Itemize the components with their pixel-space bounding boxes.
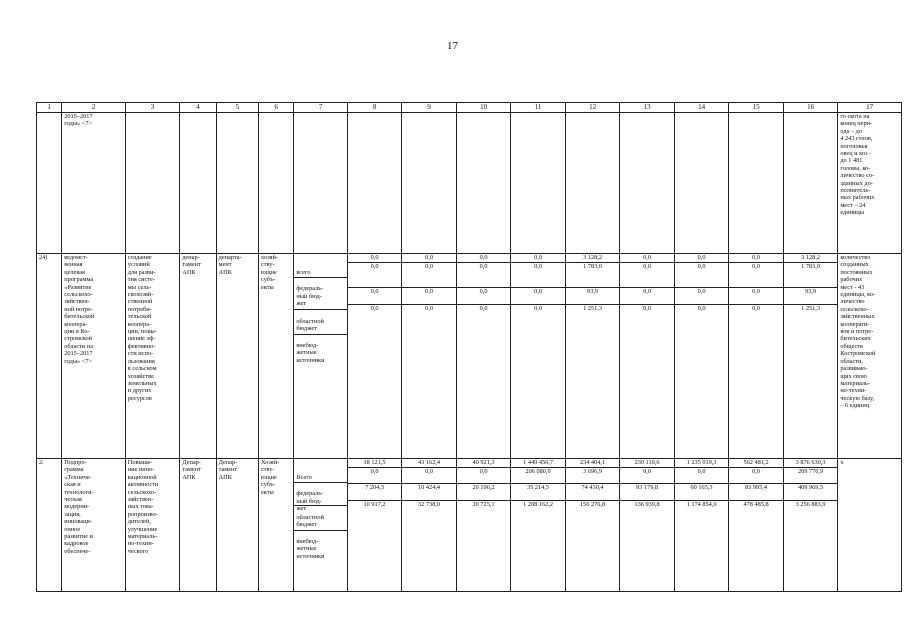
indicator-text: го скота на конец пери- ода – до 4 243 голов, поголовья овец и коз - до 1 481 головы, ко- личество со- зданных до- полнитель- ных рабочих мест – 24 единицы [838,113,902,254]
header-cell: 16 [783,103,838,113]
header-cell: 1 [37,103,62,113]
participants: Хозяй- ству- ющие субъ- екты [259,459,294,592]
year-values: 0,0 0,0 0,0 0,0 [620,254,675,459]
year-values: 1 235 019,3 0,0 60 165,3 1 174 854,0 [674,459,729,592]
program-name: ведомст- венная целевая программа «Развитие сельскохо- зяйствен- ной потре- бительской коопера- ции в Ко- стромской области на 2015–2017 годы» <7> [62,254,126,459]
total-values: 3 876 630,3 209 776,9 409 969,5 3 256 883,9 [783,459,838,592]
source-total: Всего [294,474,346,483]
header-cell: 2 [62,103,126,113]
participants: хозяй- ству- ющие субъ- екты [259,254,294,459]
year-values: 0,0 0,0 0,0 0,0 [674,254,729,459]
header-cell: 3 [125,103,180,113]
source-federal: федераль- ный бюд- жет [294,285,346,310]
header-cell: 14 [674,103,729,113]
row-number: 2. [37,459,62,592]
responsible-executor: Депар- тамент АПК [180,459,216,592]
subprogram-goal: Повыше- ние инно- вационной активности сельскохо- зяйствен- ных това- ропроизво- дителей, улучшение материаль- но-техни- ческого [125,459,180,592]
program-name: 2015–2017 годы» <7> [62,113,126,254]
header-cell: 6 [259,103,294,113]
table-row-2 [37,459,902,592]
table-row-24 [37,254,902,459]
header-cell: 7 [294,103,347,113]
program-table [36,102,902,592]
program-goal: создание условий для разви- тия систе- мы сель- скохозяй- ственной потреби- тельской коопера- ции, повы- шение эф- фективно- сти испо- льзования в сельском хозяйстве земельных и других ресурсов [125,254,180,459]
year-values: 40 921,3 0,0 20 196,2 20 725,1 [456,459,511,592]
header-cell: 15 [729,103,784,113]
year-values: 1 449 456,7 206 080,0 35 214,5 1 208 162,2 [511,459,566,592]
year-values: 0,0 0,0 0,0 0,0 [456,254,511,459]
header-cell: 4 [180,103,216,113]
header-cell: 13 [620,103,675,113]
header-cell: 5 [216,103,258,113]
header-cell: 10 [456,103,511,113]
funding-sources [294,459,347,592]
header-cell: 9 [402,103,457,113]
source-total: всего [294,269,346,278]
indicator-text: x [838,459,902,592]
year-values: 0,0 0,0 0,0 0,0 [402,254,457,459]
page-number: 17 [447,40,458,52]
co-executor: департа- мент АПК [216,254,258,459]
source-extrabudget: внебюд- жетные источники [296,538,325,560]
year-values: 43 162,4 0,0 10 424,4 32 738,0 [402,459,457,592]
row-number: 24) [37,254,62,459]
year-values: 18 121,5 0,0 7 204,3 10 917,2 [347,459,402,592]
funding-sources [294,254,347,459]
header-cell: 8 [347,103,402,113]
year-values: 230 119,6 0,0 93 179,8 136 939,8 [620,459,675,592]
header-cell: 12 [565,103,620,113]
source-federal: федераль- ный бюд- жет [294,490,346,506]
source-regional: областной бюджет [294,514,346,531]
year-values: 0,0 0,0 0,0 0,0 [729,254,784,459]
co-executor: Депар- тамент АПК [216,459,258,592]
year-values: 0,0 0,0 0,0 0,0 [511,254,566,459]
responsible-executor: депар- тамент АПК [180,254,216,459]
indicator-text: количество созданных постоянных рабочих мест - 43 единицы, ко- личество сельскохо- зяйственных кооперати- вов и потре- бительских обществ Костромской области, развиваю- щих свою материаль- но-техни- ческую базу, – 6 единиц [838,254,902,459]
year-values: 3 128,2 1 783,0 93,9 1 251,3 [565,254,620,459]
year-values: 234 404,1 3 696,9 74 430,4 156 276,8 [565,459,620,592]
year-values: 562 481,2 0,0 83 995,4 478 485,8 [729,459,784,592]
source-extrabudget: внебюд- жетные источники [296,342,325,364]
header-cell: 11 [511,103,566,113]
total-values: 3 128,2 1 783,0 93,9 1 251,3 [783,254,838,459]
subprogram-name: Подпро- грамма «Техниче- ская и технологи- ческая модерни- зация, инноваци- онное развитие и кадровое обеспече- [62,459,126,592]
table-row-continuation [37,113,902,254]
header-row [37,103,902,113]
source-regional: областной бюджет [294,318,346,335]
year-values: 0,0 0,0 0,0 0,0 [347,254,402,459]
header-cell: 17 [838,103,902,113]
